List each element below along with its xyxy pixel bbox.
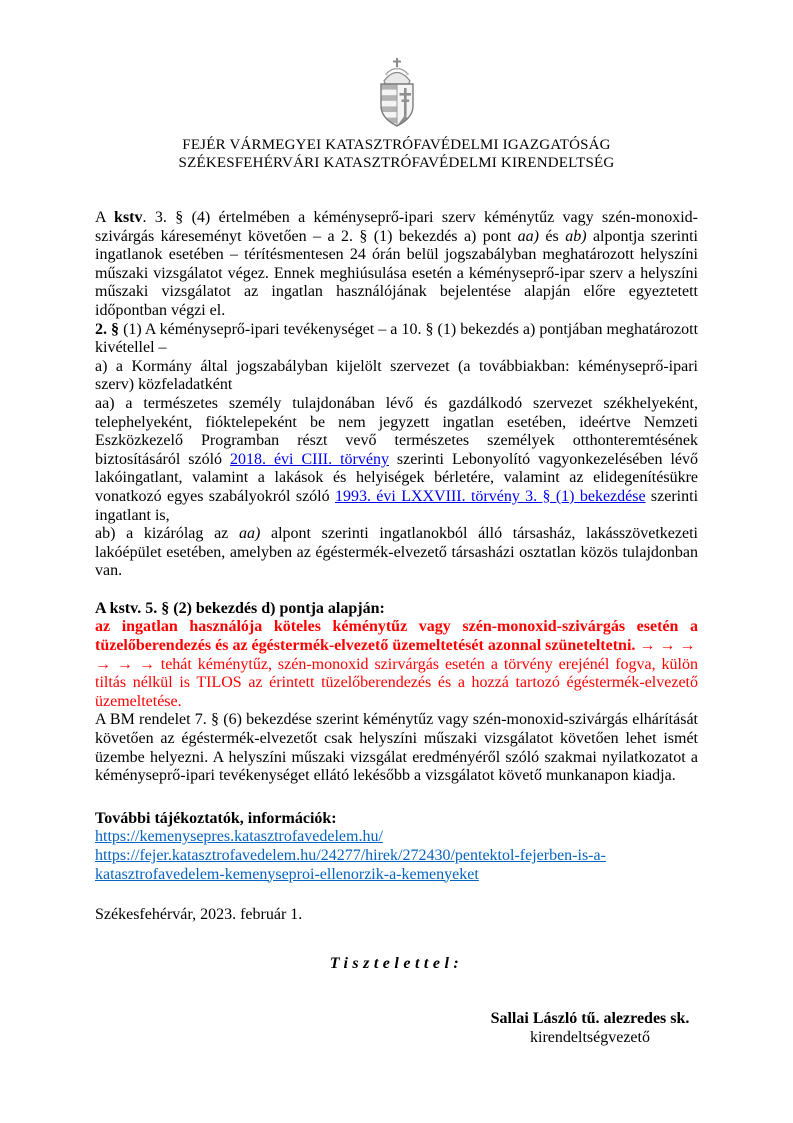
text-segment: szerinti ingatlant is, <box>95 487 699 524</box>
section-2-ref: 2. § <box>95 320 120 338</box>
org-name-line2: SZÉKESFEHÉRVÁRI KATASZTRÓFAVÉDELMI KIRENDELTSÉG <box>178 155 615 171</box>
text-segment: aa) a természetes személy tulajdonában lévő és gazdálkodó szervezet székhelyeként, telephelyeként, fióktelepeként be nem jegyzett ingatlan esetében, ideértve Nemzeti Eszközkezelő Programban részt vevő természetes személyek otthonteremtésének biztosításáról szóló <box>95 394 698 468</box>
letterhead <box>0 0 793 172</box>
notice-red-text: → → → tehát kéménytűz, szén-monoxid szirvárgás esetén a törvény erejénél fogva, külön tiltás nélkül is TILOS az érintett tüzelőberendezés és a hozzá tartozó égéstermék-elvezető üzemeltetése. <box>95 655 698 710</box>
text-segment: A <box>95 209 115 226</box>
info-heading: További tájékoztatók, információk: <box>95 809 337 827</box>
text-segment: és <box>539 227 566 245</box>
letter-body <box>95 209 698 1047</box>
closing-salutation: Tisztelettel: <box>329 954 464 972</box>
text-segment: szerinti Lebonyolító vagyonkezelésében lévő lakóingatlant, valamint a lakások és helyiségek bérletére, valamint az elidegenítésükre vonatkozó egyes szabályokról szóló <box>95 450 699 505</box>
subpoint-ab-ref: ab) <box>565 227 587 245</box>
subpoint-aa-ref: aa) <box>238 525 261 543</box>
subpoint-aa-ref: aa) <box>517 227 539 245</box>
text-segment: alpont szerinti ingatlanokból álló társasház, lakásszövetkezeti lakóépület esetében, amelyben az égéstermék-elvezető társasházi osztatlan közös tulajdonban van. <box>95 525 698 580</box>
notice-red-bold-text: az ingatlan használója köteles kéménytűz vagy szén-monoxid-szivárgás esetén a tüzelőberendezés és az égéstermék-elvezető üzemeltetését azonnal szüneteltetni. → → → <box>95 618 698 655</box>
law-link-1993-lxxviii[interactable]: 1993. évi LXXVIII. törvény 3. § (1) bekezdése <box>334 487 646 505</box>
text-segment: (1) A kéményseprő-ipari tevékenységet – a 10. § (1) bekezdés a) pontjában meghatározott kivétellel – <box>95 320 699 357</box>
info-link-line-2 <box>95 847 698 884</box>
kstv-abbrev: kstv <box>114 209 143 226</box>
info-link-fejer-news[interactable]: https://fejer.katasztrofavedelem.hu/24277/hirek/272430/pentektol-fejerben-is-a-katasztrofavedelem-kemenyseproi-ellenorzik-a-kemenyeket <box>95 847 606 883</box>
signer-name: Sallai László tű. alezredes sk. <box>490 1010 690 1028</box>
paragraph-kstv-3-4 <box>95 209 698 321</box>
paragraph-point-aa <box>95 395 698 525</box>
paragraph-point-a <box>95 358 698 395</box>
signer-title: kirendeltségvezető <box>530 1029 650 1047</box>
paragraph-2-par-1 <box>95 321 698 358</box>
paragraph-point-ab <box>95 525 698 581</box>
org-name-line1: FEJÉR VÁRMEGYEI KATASZTRÓFAVÉDELMI IGAZGATÓSÁG <box>182 137 611 153</box>
hungarian-coat-of-arms-icon <box>369 57 425 131</box>
info-link-kemenysepres[interactable]: https://kemenysepres.katasztrofavedelem.hu/ <box>95 828 383 846</box>
text-segment: ab) a kizárólag az <box>95 525 239 543</box>
paragraph-bm-rendelet: A BM rendelet 7. § (6) bekezdése szerint kéménytűz vagy szén-monoxid-szivárgás elhárítását követően az égéstermék-elvezetőt csak helyszíni műszaki vizsgálatot követően lehet ismét üzembe helyezni. A helyszíni műszaki vizsgálat eredményéről szóló szakmai nyilatkozatot a kéményseprő-ipari tevékenységet ellátó lekésőbb a vizsgálatot követő munkanapon kiadja. <box>95 711 698 785</box>
text-segment: alpontja szerinti ingatlanok esetében – térítésmentesen 24 órán belül jogszabályban meghatározott helyszíni műszaki vizsgálatot végez. Ennek meghiúsulása esetén a kéményseprő-ipar szerv a helyszíni műszaki vizsgálatot az ingatlan használójának bejelentése alapján előre egyeztetett időpontban végzi el. <box>95 227 698 319</box>
info-link-line-1 <box>95 828 698 847</box>
text-segment: . 3. § (4) értelmében a kéményseprő-ipari szerv kéménytűz vagy szén-monoxid-szivárgás káreseményt követően – a 2. § (1) bekezdés a) pont <box>95 209 699 245</box>
notice-heading: A kstv. 5. § (2) bekezdés d) pontja alapján: <box>95 599 385 617</box>
text-segment: a) a Kormány által jogszabályban kijelölt szervezet (a továbbiakban: kéményseprő-ipari szerv) közfeladatként <box>95 357 698 394</box>
law-link-2018-ciii[interactable]: 2018. évi CIII. törvény <box>230 450 389 468</box>
date-line: Székesfehérvár, 2023. február 1. <box>95 906 303 924</box>
signature-block <box>452 1009 728 1047</box>
